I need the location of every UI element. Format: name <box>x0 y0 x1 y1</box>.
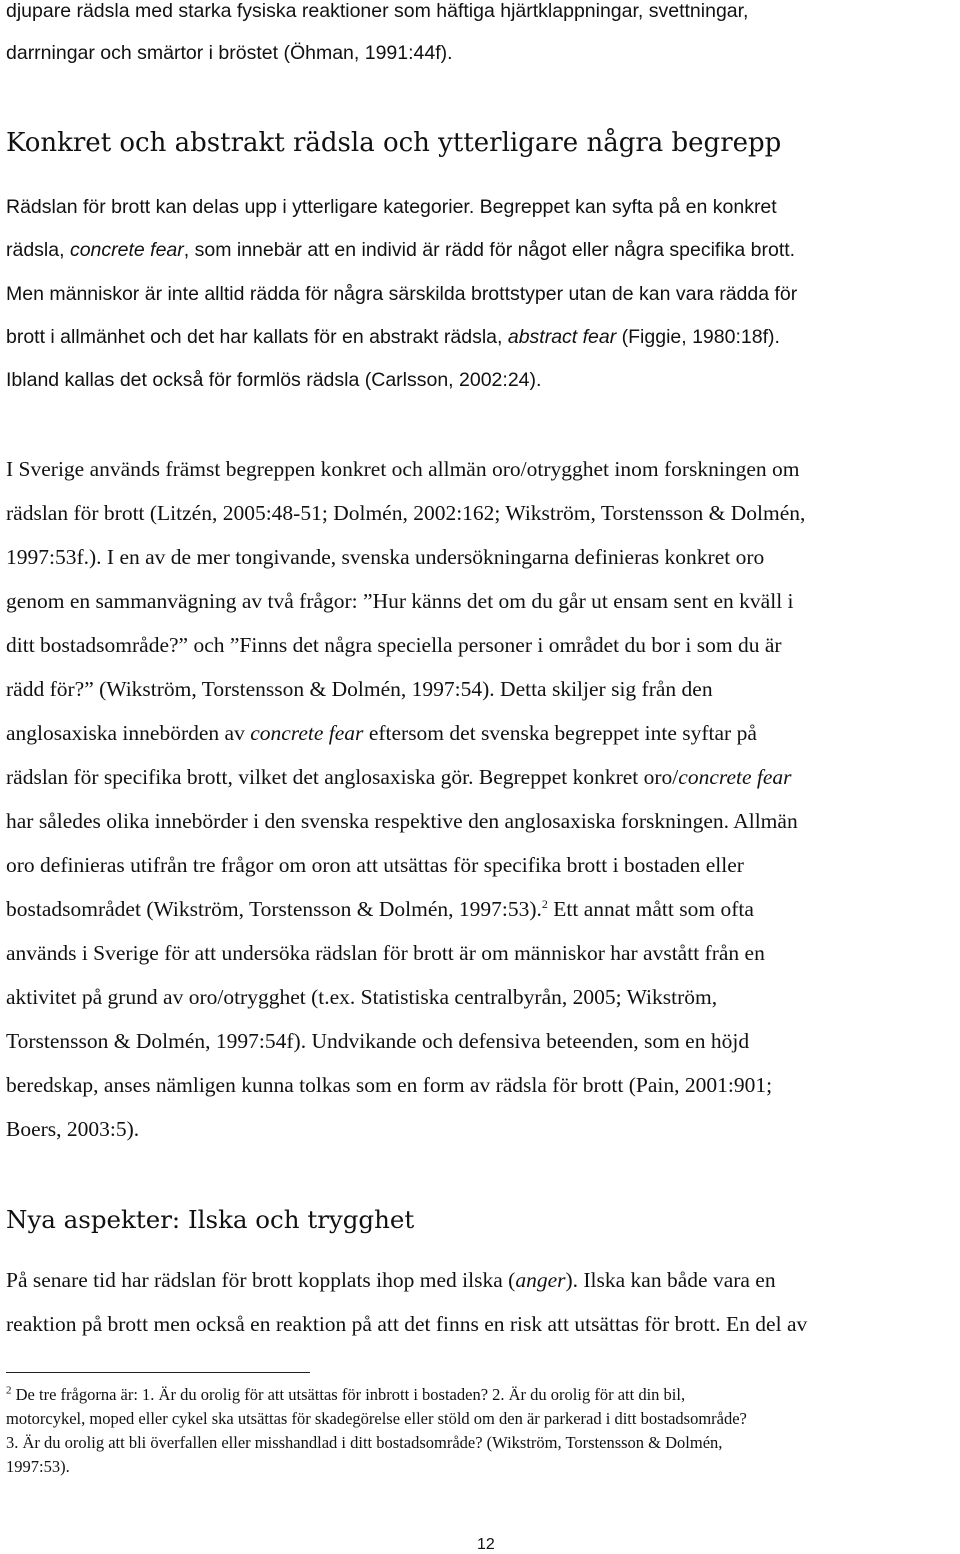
paragraph-1-line-2: darrningar och smärtor i bröstet (Öhman, 1991:44f). <box>6 42 453 64</box>
paragraph-4-line-1 <box>6 1268 776 1293</box>
paragraph-4-line-2: reaktion på brott men också en reaktion på att det finns en risk att utsättas för brott. En del av <box>6 1312 808 1336</box>
footnote-reference[interactable]: 2 <box>541 896 548 911</box>
footnote-separator <box>6 1372 310 1373</box>
text-run: De tre frågorna är: 1. Är du orolig för att utsättas för inbrott i bostaden? 2. Är du orolig för att din bil, <box>11 1385 686 1404</box>
text-run: brott i allmänhet och det har kallats för en abstrakt rädsla, <box>6 326 508 348</box>
italic-term: concrete fear <box>69 239 184 261</box>
italic-term: abstract fear <box>507 326 617 348</box>
text-run: bostadsområdet (Wikström, Torstensson & Dolmén, 1997:53). <box>6 897 542 921</box>
text-run: anglosaxiska innebörden av <box>6 721 251 745</box>
paragraph-3-line-13: aktivitet på grund av oro/otrygghet (t.ex. Statistiska centralbyrån, 2005; Wikström, <box>6 985 718 1009</box>
text-run: ). Ilska kan både vara en <box>565 1268 776 1292</box>
paragraph-2-line-3: Men människor är inte alltid rädda för några särskilda brottstyper utan de kan vara rädda för <box>6 283 798 305</box>
paragraph-2-line-4 <box>6 326 780 349</box>
paragraph-2-line-2 <box>6 239 795 262</box>
paragraph-3-line-7 <box>6 721 757 746</box>
section-heading-konkret-abstrakt: Konkret och abstrakt rädsla och ytterligare några begrepp <box>6 128 782 158</box>
paragraph-3-line-8 <box>6 765 792 790</box>
text-run: (Figgie, 1980:18f). <box>616 326 780 348</box>
footnote-marker: 2 <box>6 1384 12 1397</box>
text-run: Ett annat mått som ofta <box>547 897 754 921</box>
paragraph-3-line-14: Torstensson & Dolmén, 1997:54f). Undvikande och defensiva beteenden, som en höjd <box>6 1029 750 1053</box>
paragraph-1-line-1: djupare rädsla med starka fysiska reaktioner som häftiga hjärtklappningar, svettningar, <box>6 0 749 22</box>
footnote-line-3: 3. Är du orolig att bli överfallen eller misshandlad i ditt bostadsområde? (Wikström, Torstensson & Dolmén, <box>6 1433 723 1452</box>
paragraph-3-line-5: ditt bostadsområde?” och ”Finns det några speciella personer i området du bor i som du är <box>6 633 782 657</box>
italic-term: anger <box>515 1268 566 1292</box>
paragraph-3-line-12: används i Sverige för att undersöka rädslan för brott är om människor har avstått från en <box>6 941 765 965</box>
section-heading-nya-aspekter: Nya aspekter: Ilska och trygghet <box>6 1205 415 1234</box>
paragraph-3-line-3: 1997:53f.). I en av de mer tongivande, svenska undersökningarna definieras konkret oro <box>6 545 765 569</box>
footnote-line-2: motorcykel, moped eller cykel ska utsättas för skadegörelse eller stöld om den är parkerad i ditt bostadsområde? <box>6 1409 747 1428</box>
paragraph-3-line-16: Boers, 2003:5). <box>6 1117 140 1141</box>
paragraph-3-line-2: rädslan för brott (Litzén, 2005:48-51; Dolmén, 2002:162; Wikström, Torstensson & Dolmén, <box>6 501 806 525</box>
page-number: 12 <box>477 1536 495 1553</box>
text-run: rädslan för specifika brott, vilket det anglosaxiska gör. Begreppet konkret oro/ <box>6 765 679 789</box>
footnote-line-4: 1997:53). <box>6 1457 70 1476</box>
paragraph-2-line-5: Ibland kallas det också för formlös rädsla (Carlsson, 2002:24). <box>6 369 542 391</box>
footnote-line-1 <box>6 1385 685 1405</box>
paragraph-2-line-1: Rädslan för brott kan delas upp i ytterligare kategorier. Begreppet kan syfta på en konkret <box>6 196 777 218</box>
paragraph-3-line-1: I Sverige används främst begreppen konkret och allmän oro/otrygghet inom forskningen om <box>6 457 800 481</box>
paragraph-3-line-9: har således olika innebörder i den svenska respektive den anglosaxiska forskningen. Allmän <box>6 809 798 833</box>
paragraph-3-line-6: rädd för?” (Wikström, Torstensson & Dolmén, 1997:54). Detta skiljer sig från den <box>6 677 713 701</box>
italic-term: concrete fear <box>250 721 364 745</box>
paragraph-3-line-15: beredskap, anses nämligen kunna tolkas som en form av rädsla för brott (Pain, 2001:901; <box>6 1073 773 1097</box>
text-run: eftersom det svenska begreppet inte syftar på <box>363 721 757 745</box>
paragraph-3-line-11 <box>6 897 754 922</box>
paragraph-3-line-10: oro definieras utifrån tre frågor om oron att utsättas för specifika brott i bostaden eller <box>6 853 744 877</box>
text-run: , som innebär att en individ är rädd för något eller några specifika brott. <box>183 239 796 261</box>
italic-term: concrete fear <box>678 765 792 789</box>
paragraph-3-line-4: genom en sammanvägning av två frågor: ”Hur känns det om du går ut ensam sent en kväll i <box>6 589 794 613</box>
text-run: rädsla, <box>6 239 70 261</box>
text-run: På senare tid har rädslan för brott kopplats ihop med ilska ( <box>6 1268 516 1292</box>
